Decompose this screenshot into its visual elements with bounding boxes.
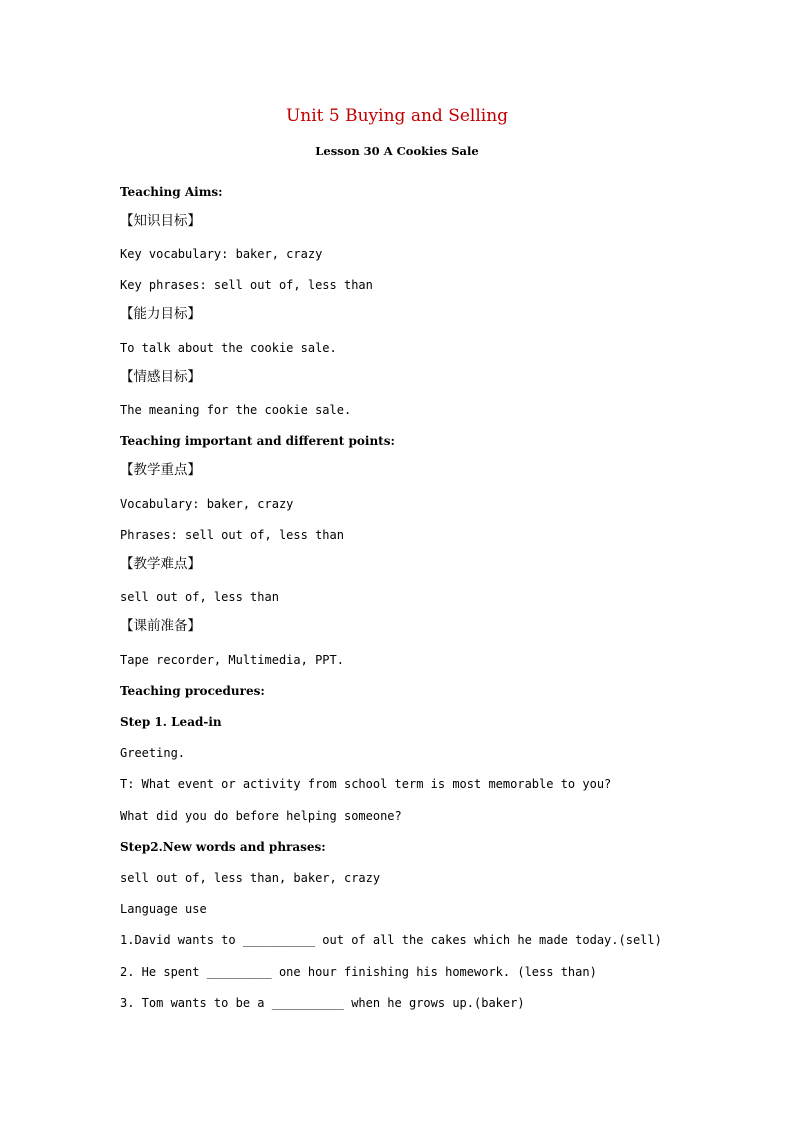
key-phrases-line: Key phrases: sell out of, less than bbox=[120, 278, 373, 292]
new-words-line: sell out of, less than, baker, crazy bbox=[120, 871, 381, 885]
ability-goal-text: To talk about the cookie sale. bbox=[120, 341, 337, 355]
section-emotion-goals: 【情感目标】 bbox=[120, 369, 201, 385]
exercise-1: 1.David wants to __________ out of all the cakes which he made today.(sell) bbox=[120, 933, 662, 947]
step1-heading: Step 1. Lead-in bbox=[120, 715, 222, 729]
focus-vocabulary-line: Vocabulary: baker, crazy bbox=[120, 497, 294, 511]
difficulties-text: sell out of, less than bbox=[120, 590, 279, 604]
heading-procedures: Teaching procedures: bbox=[120, 684, 265, 698]
teacher-question-1: T: What event or activity from school term is most memorable to you? bbox=[120, 777, 612, 791]
language-use-label: Language use bbox=[120, 902, 207, 916]
exercise-3: 3. Tom wants to be a __________ when he grows up.(baker) bbox=[120, 996, 525, 1010]
preparation-text: Tape recorder, Multimedia, PPT. bbox=[120, 653, 344, 667]
key-vocabulary-line: Key vocabulary: baker, crazy bbox=[120, 247, 323, 261]
teacher-question-2: What did you do before helping someone? bbox=[120, 809, 402, 823]
section-teaching-difficulties: 【教学难点】 bbox=[120, 556, 201, 572]
heading-key-points: Teaching important and different points: bbox=[120, 434, 395, 448]
emotion-goal-text: The meaning for the cookie sale. bbox=[120, 403, 352, 417]
greeting-text: Greeting. bbox=[120, 746, 186, 760]
section-knowledge-goals: 【知识目标】 bbox=[120, 213, 201, 229]
exercise-2: 2. He spent _________ one hour finishing his homework. (less than) bbox=[120, 965, 597, 979]
section-teaching-focus: 【教学重点】 bbox=[120, 462, 201, 478]
section-preparation: 【课前准备】 bbox=[120, 618, 201, 634]
document-title: Unit 5 Buying and Selling bbox=[285, 106, 509, 126]
step2-heading: Step2.New words and phrases: bbox=[120, 840, 326, 854]
section-ability-goals: 【能力目标】 bbox=[120, 306, 201, 322]
lesson-subtitle: Lesson 30 A Cookies Sale bbox=[315, 144, 479, 158]
focus-phrases-line: Phrases: sell out of, less than bbox=[120, 528, 344, 542]
heading-teaching-aims: Teaching Aims: bbox=[120, 185, 223, 199]
